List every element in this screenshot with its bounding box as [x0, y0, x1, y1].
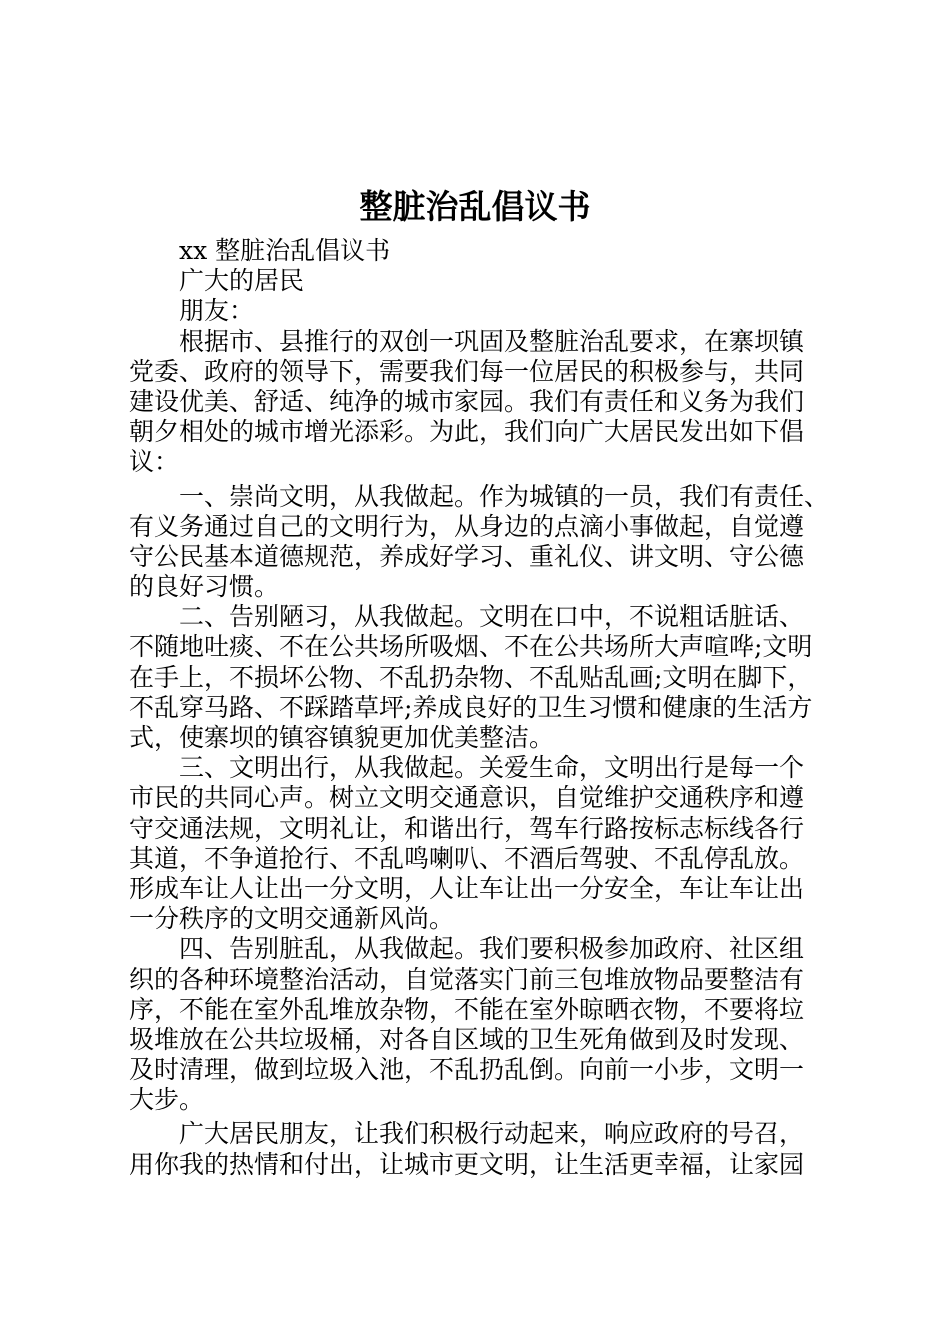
paragraph-line: 大步。	[129, 1085, 205, 1115]
paragraph-line: 形成车让人让出一分文明，人让车让出一分安全，车让车让出	[129, 873, 805, 903]
salutation-line: 广大的居民	[179, 266, 305, 296]
paragraph-line: 广大居民朋友，让我们积极行动起来，响应政府的号召，	[179, 1119, 805, 1149]
paragraph-line: 有义务通过自己的文明行为，从身边的点滴小事做起，自觉遵	[129, 511, 805, 541]
paragraph-line: 不乱穿马路、不踩踏草坪;养成良好的卫生习惯和健康的生活方	[129, 692, 813, 722]
paragraph-line: 一、崇尚文明，从我做起。作为城镇的一员，我们有责任、	[179, 481, 829, 511]
paragraph-line: 在手上，不损坏公物、不乱扔杂物、不乱贴乱画;文明在脚下，	[129, 662, 813, 692]
paragraph-line: 式，使寨坝的镇容镇貌更加优美整洁。	[129, 723, 555, 752]
paragraph-line: 守公民基本道德规范，养成好学习、重礼仪、讲文明、守公德	[129, 541, 805, 571]
paragraph-line: 二、告别陋习，从我做起。文明在口中，不说粗话脏话、	[179, 602, 805, 632]
paragraph-line: 织的各种环境整治活动，自觉落实门前三包堆放物品要整洁有	[129, 964, 805, 994]
paragraph-line: 圾堆放在公共垃圾桶，对各自区域的卫生死角做到及时发现、	[129, 1024, 805, 1054]
paragraph-line: 根据市、县推行的双创一巩固及整脏治乱要求，在寨坝镇	[179, 326, 805, 356]
paragraph-line: 用你我的热情和付出，让城市更文明，让生活更幸福，让家园	[129, 1149, 805, 1179]
paragraph-line: 其道，不争道抢行、不乱鸣喇叭、不酒后驾驶、不乱停乱放。	[129, 843, 805, 873]
paragraph-line: 建设优美、舒适、纯净的城市家园。我们有责任和义务为我们	[129, 386, 805, 416]
paragraph-line: 四、告别脏乱，从我做起。我们要积极参加政府、社区组	[179, 934, 805, 964]
paragraph-line: 议：	[129, 447, 180, 477]
paragraph-line: 不随地吐痰、不在公共场所吸烟、不在公共场所大声喧哗;文明	[129, 632, 813, 662]
paragraph-line: 一分秩序的文明交通新风尚。	[129, 904, 455, 934]
document-title: 整脏治乱倡议书	[359, 187, 591, 226]
paragraph-line: 守交通法规，文明礼让，和谐出行，驾车行路按标志标线各行	[129, 813, 805, 843]
document-body	[129, 236, 829, 1180]
paragraph-line: 三、文明出行，从我做起。关爱生命，文明出行是每一个	[179, 753, 805, 783]
paragraph-line: 党委、政府的领导下，需要我们每一位居民的积极参与，共同	[129, 356, 805, 386]
paragraph-line: 的良好习惯。	[129, 572, 280, 602]
paragraph-line: 及时清理，做到垃圾入池，不乱扔乱倒。向前一小步，文明一	[129, 1055, 805, 1085]
paragraph-line: 市民的共同心声。树立文明交通意识，自觉维护交通秩序和遵	[129, 783, 805, 813]
paragraph-line: 朝夕相处的城市增光添彩。为此，我们向广大居民发出如下倡	[129, 417, 805, 447]
subtitle-line: xx 整脏治乱倡议书	[179, 236, 391, 265]
salutation-line: 朋友：	[179, 296, 255, 326]
paragraph-line: 序，不能在室外乱堆放杂物，不能在室外晾晒衣物，不要将垃	[129, 994, 805, 1024]
